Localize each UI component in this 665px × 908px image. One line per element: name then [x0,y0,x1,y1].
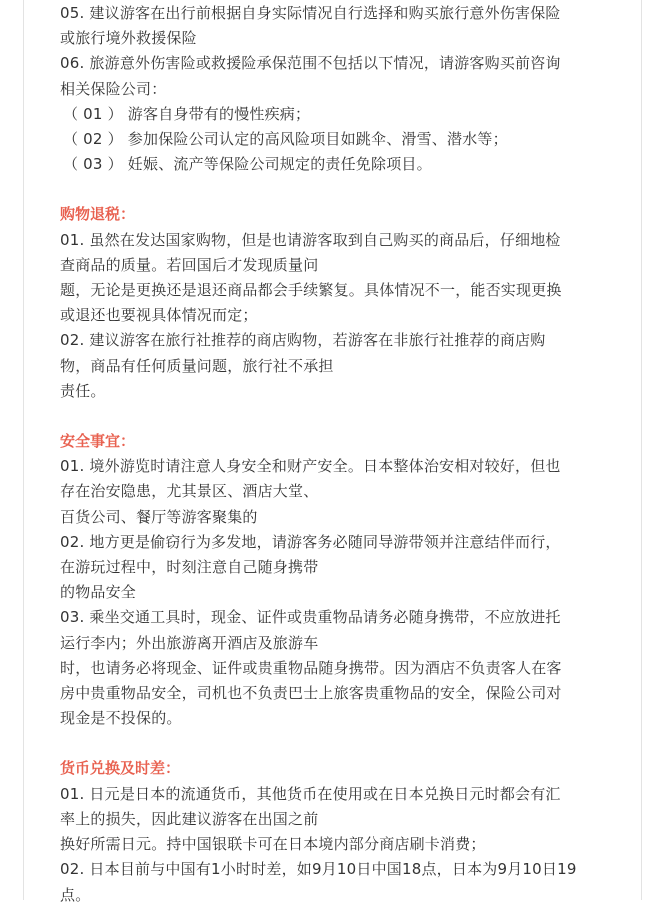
insurance-section [60,1,615,177]
text-line: 01. 虽然在发达国家购物，但是也请游客取到自己购买的商品后，仔细地检 [60,230,561,249]
section-heading: 安全事宜： [60,432,136,451]
text-line: 百货公司、餐厅等游客聚集的 [60,507,258,526]
text-line: 01. 日元是日本的流通货币，其他货币在使用或在日本兑换日元时都会有汇 [60,784,561,803]
text-line: （ 02 ） 参加保险公司认定的高风险项目如跳伞、滑雪、潜水等； [63,130,508,149]
currency-section [60,756,615,907]
section-heading: 货币兑换及时差： [60,759,181,778]
text-line: 物，商品有任何质量问题，旅行社不承担 [60,356,334,375]
text-line: 存在治安隐患，尤其景区、酒店大堂、 [60,482,319,501]
text-line: 查商品的质量。若回国后才发现质量问 [60,255,319,274]
text-line: 或退还也要视具体情况而定； [60,306,258,325]
text-line: 率上的损失，因此建议游客在出国之前 [60,809,319,828]
text-line: 02. 日本目前与中国有1小时时差，如9月10日中国18点，日本为9月10日19 [60,860,577,879]
text-line: 时，也请务必将现金、证件或贵重物品随身携带。因为酒店不负责客人在客 [60,658,562,677]
travel-notes [60,1,615,908]
section-heading: 购物退税： [60,205,136,224]
text-line: 房中贵重物品安全，司机也不负责巴士上旅客贵重物品的安全，保险公司对 [60,684,562,703]
text-line: 或旅行境外救援保险 [60,29,197,48]
text-line: 06. 旅游意外伤害险或救援险承保范围不包括以下情况，请游客购买前咨询 [60,54,561,73]
text-line: 运行李内；外出旅游离开酒店及旅游车 [60,633,319,652]
text-line: 05. 建议游客在出行前根据自身实际情况自行选择和购买旅行意外伤害保险 [60,4,561,22]
text-line: （ 01 ） 游客自身带有的慢性疾病； [63,104,311,123]
text-line: 在游玩过程中，时刻注意自己随身携带 [60,558,319,577]
text-line: 01. 境外游览时请注意人身安全和财产安全。日本整体治安相对较好，但也 [60,457,561,476]
text-line: 02. 建议游客在旅行社推荐的商店购物，若游客在非旅行社推荐的商店购 [60,331,546,350]
text-line: （ 03 ） 妊娠、流产等保险公司规定的责任免除项目。 [63,155,432,174]
text-line: 现金是不投保的。 [60,709,182,728]
text-line: 03. 乘坐交通工具时，现金、证件或贵重物品请务必随身携带，不应放进托 [60,608,561,627]
text-line: 题，无论是更换还是退还商品都会手续繁复。具体情况不一，能否实现更换 [60,281,562,300]
text-line: 相关保险公司： [60,79,167,98]
text-line: 02. 地方更是偷窃行为多发地，请游客务必随同导游带领并注意结伴而行， [60,532,561,551]
text-line: 的物品安全 [60,583,137,602]
safety-section [60,429,615,731]
text-line: 点。 [60,885,91,904]
shopping-section [60,202,615,404]
text-line: 责任。 [60,381,106,400]
text-line: 换好所需日元。持中国银联卡可在日本境内部分商店刷卡消费； [60,835,486,854]
